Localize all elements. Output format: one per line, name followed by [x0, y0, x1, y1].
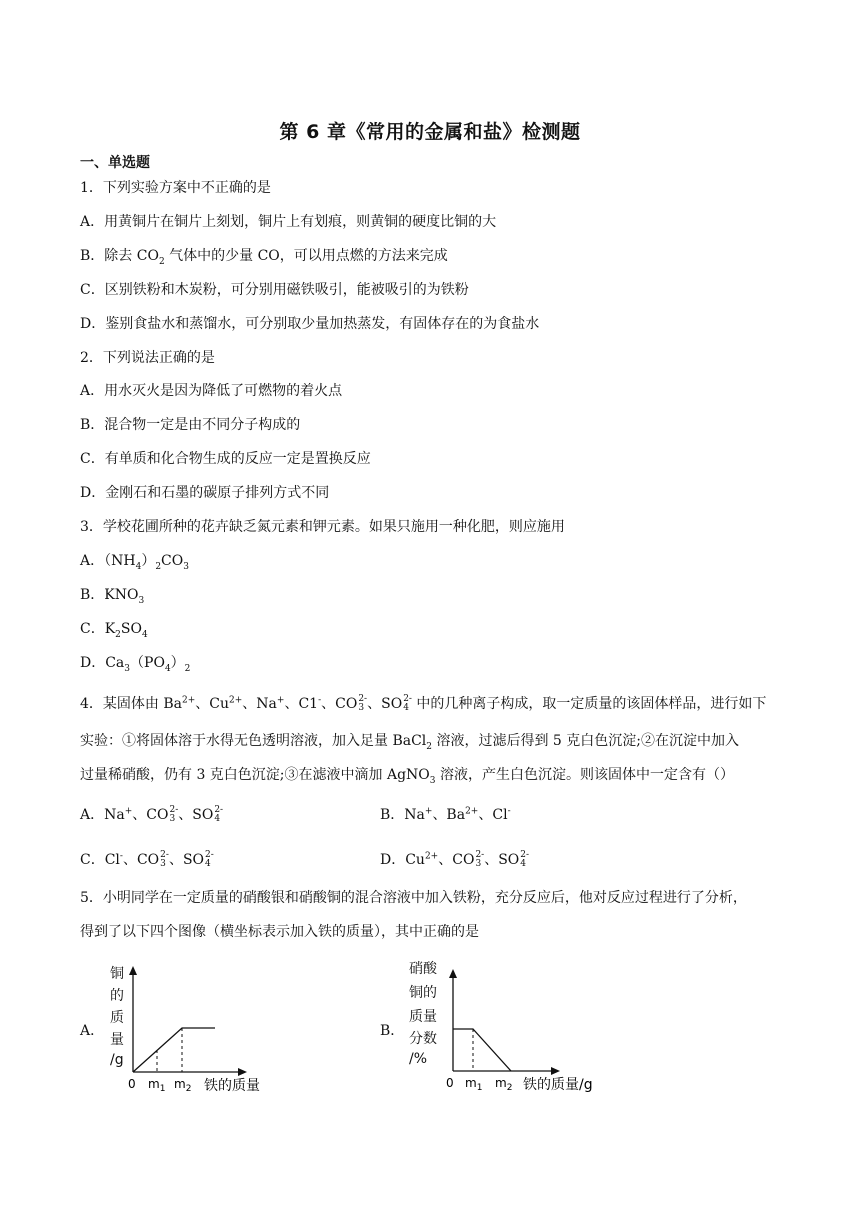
question-3-option-d: D．$Ca_3(PO_4)_2$ — [80, 655, 191, 674]
graph-b-option-label: B． — [380, 1023, 405, 1039]
question-1-stem: 1．下列实验方案中不正确的是 — [80, 180, 271, 196]
graph-b-x-arrow — [551, 1067, 560, 1075]
graph-b-y-label — [409, 960, 438, 1067]
question-4-option-d: D．$Cu^{2+}$、CO 2- 3 、SO 2- 4 — [380, 850, 530, 869]
question-5-line-2: 得到了以下四个图像（横坐标表示加入铁的质量），其中正确的是 — [80, 924, 479, 940]
question-2-option-a: A．用水灭火是因为降低了可燃物的着火点 — [80, 383, 343, 399]
question-3-option-a: A．$(NH_4)_2CO_3$ — [80, 553, 189, 572]
graph-a-y-label — [110, 965, 124, 1068]
question-3-option-c: C．$K_2SO_4$ — [80, 621, 148, 640]
question-4-line-2: 实验：①将固体溶于水得无色透明溶液，加入足量 BaCl$_2$ 溶液，过滤后得到 5 克白色沉淀;②在沉淀中加入 — [80, 733, 739, 752]
question-2-option-c: C．有单质和化合物生成的反应一定是置换反应 — [80, 451, 371, 467]
page-title: 第 6 章《常用的金属和盐》检测题 — [279, 121, 581, 143]
question-4-option-b: B．Na+、$Ba^{2+}$、Cl- — [380, 806, 511, 823]
graph-a — [100, 960, 290, 1100]
graph-b-y-arrow — [449, 969, 457, 978]
question-1-option-d: D．鉴别食盐水和蒸馏水，可分别取少量加热蒸发，有固体存在的为食盐水 — [80, 316, 540, 332]
question-2-stem: 2．下列说法正确的是 — [80, 350, 215, 366]
graph-b-y-label-1: 硝酸 — [409, 961, 437, 977]
graph-b-curve — [453, 1029, 511, 1071]
graph-a-y-label-4: 量 — [110, 1032, 124, 1048]
question-4-option-a: A．Na+、CO 2- 3 、SO 2- 4 — [80, 805, 224, 824]
graph-a-y-label-2: 的 — [110, 988, 124, 1004]
question-3-stem: 3．学校花圃所种的花卉缺乏氮元素和钾元素。如果只施用一种化肥，则应施用 — [80, 519, 565, 535]
graph-a-curve — [133, 1028, 215, 1072]
graph-b — [405, 955, 615, 1100]
graph-a-m1-label: $m_1$ — [148, 1077, 166, 1094]
graph-a-m2-label: $m_2$ — [174, 1077, 192, 1094]
graph-a-x-label: 铁的质量 — [204, 1078, 260, 1094]
graph-b-m1-label: $m_1$ — [465, 1076, 483, 1093]
question-1-option-c: C．区别铁粉和木炭粉，可分别用磁铁吸引，能被吸引的为铁粉 — [80, 282, 469, 298]
graph-a-y-label-3: 质 — [110, 1010, 124, 1026]
graph-a-origin: 0 — [128, 1077, 136, 1091]
question-2-option-b: B．混合物一定是由不同分子构成的 — [80, 417, 301, 433]
question-2-option-d: D．金刚石和石墨的碳原子排列方式不同 — [80, 485, 330, 501]
graph-b-y-label-2: 铜的 — [409, 985, 437, 1001]
question-5-line-1: 5．小明同学在一定质量的硝酸银和硝酸铜的混合溶液中加入铁粉，充分反应后，他对反应过程进行了分析， — [80, 890, 747, 906]
graph-a-y-label-5: /g — [110, 1052, 124, 1068]
graph-b-y-label-3: 质量 — [409, 1009, 437, 1025]
question-3-option-b: B．$KNO_3$ — [80, 587, 145, 606]
graph-a-y-label-1: 铜 — [110, 966, 124, 982]
question-1-option-a: A．用黄铜片在铜片上刻划，铜片上有划痕，则黄铜的硬度比铜的大 — [80, 214, 497, 230]
graph-b-y-label-5: /% — [409, 1051, 428, 1067]
graph-b-y-label-4: 分数 — [409, 1031, 437, 1047]
graph-a-option-label: A． — [80, 1023, 105, 1039]
graph-a-x-arrow — [238, 1068, 247, 1076]
question-4-option-c: C．Cl-、CO 2- 3 、SO 2- 4 — [80, 850, 214, 869]
question-4-stem: 4．某固体由 $Ba^{2+}$、$Cu^{2+}$、Na+、C1-、CO 2- 3 、SO 2- 4 中的几种离子构成，取一定质量的该固体样品，进行如下 — [80, 694, 767, 713]
section-heading: 一、单选题 — [80, 155, 150, 171]
graph-b-x-label: 铁的质量/g — [523, 1077, 593, 1093]
question-4-line-3: 过量稀硝酸，仍有 3 克白色沉淀;③在滤液中滴加 AgNO$_3$ 溶液，产生白色沉淀。则该固体中一定含有（） — [80, 767, 734, 786]
graph-b-m2-label: $m_2$ — [495, 1076, 513, 1093]
question-1-option-b: B．除去 $CO_2$ 气体中的少量 CO，可以用点燃的方法来完成 — [80, 248, 448, 267]
graph-a-y-arrow — [129, 966, 137, 975]
graph-b-origin: 0 — [446, 1076, 454, 1090]
